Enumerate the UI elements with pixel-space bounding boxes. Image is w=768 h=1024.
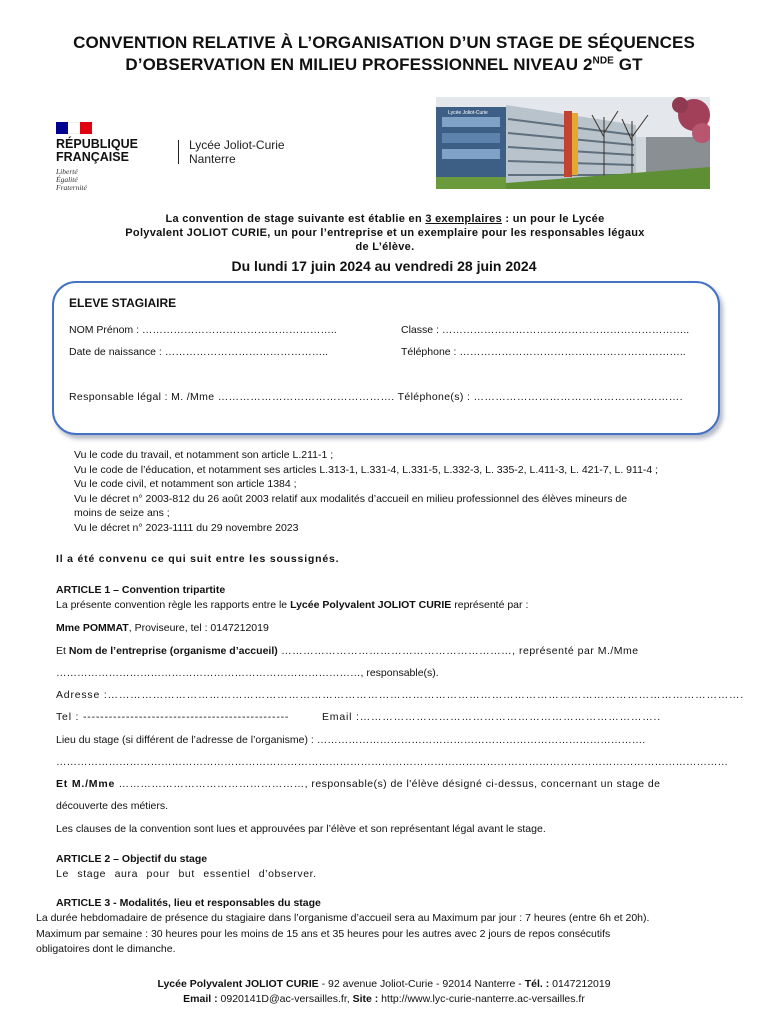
proviseure-line: Mme POMMAT, Proviseure, tel : 0147212019 — [56, 622, 269, 634]
decouverte-line: découverte des métiers. — [56, 800, 169, 812]
lycee-logo: Lycée Joliot-Curie Nanterre — [189, 138, 285, 166]
legal-references — [74, 448, 658, 535]
adresse-field[interactable]: Adresse :……………………………………………………………………………………………………………………………………………………. — [56, 689, 745, 701]
school-building-photo — [436, 97, 710, 189]
list-item: Vu le décret n° 2003-812 du 26 août 2003 relatif aux modalités d’accueil en milieu professionnel des élèves mineurs de — [74, 492, 628, 505]
logo-divider — [178, 140, 179, 164]
marianne-flag-logo — [56, 122, 92, 134]
responsables-field[interactable]: ……………………………………………………………………………, responsable(s). — [56, 667, 439, 679]
republique-francaise-logo: RÉPUBLIQUE FRANÇAISE — [56, 137, 138, 164]
stage-dates: Du lundi 17 juin 2024 au vendredi 28 juin 2024 — [231, 258, 537, 274]
article1-intro: La présente convention règle les rapports entre le Lycée Polyvalent JOLIOT CURIE représenté par : — [56, 599, 529, 611]
list-item: Vu le code du travail, et notamment son article L.211-1 ; — [74, 449, 334, 461]
tel-field[interactable]: Tel : ------------------------------------------------ — [56, 711, 290, 723]
lieu-stage-field[interactable]: Lieu du stage (si différent de l’adresse de l’organisme) : …………………………………………………………………………………. — [56, 734, 646, 746]
lieu-stage-continuation[interactable]: ………………………………………………………………………………………………………………………………………………………………………… — [56, 756, 728, 768]
et-m-mme-field[interactable]: Et M./Mme ……………………………………………, responsable(s) de l'élève désigné ci-dessus, concernant un stage de — [56, 778, 661, 790]
clauses-line: Les clauses de la convention sont lues et approuvées par l’élève et son représentant légal avant le stage. — [56, 823, 546, 835]
article2-title: ARTICLE 2 – Objectif du stage — [56, 853, 208, 865]
devise: Liberté Égalité Fraternité — [56, 167, 87, 192]
nom-prenom-field[interactable]: NOM Prénom : ……………………………………………….. — [69, 324, 337, 336]
date-naissance-field[interactable]: Date de naissance : ……………………………………….. — [69, 346, 329, 358]
entreprise-field[interactable]: Et Nom de l’entreprise (organisme d’accueil) ………………………………………………………, représenté par M./Mme — [56, 645, 639, 657]
list-item: Vu le code civil, et notamment son article 1384 ; — [74, 478, 297, 490]
footer-email-link[interactable]: 0920141D@ac-versailles.fr, — [217, 993, 353, 1005]
list-item: Vu le code de l’éducation, et notamment ses articles L.313-1, L.331-4, L.331-5, L.332-3, L. 335-2, L.411-3, L. 421-7, L. 911-4 ; — [74, 463, 659, 476]
classe-field[interactable]: Classe : …………………………………………………………….. — [401, 324, 690, 336]
eleve-box-title: ELEVE STAGIAIRE — [69, 296, 177, 310]
article2-text: Le stage aura pour but essentiel d’observer. — [56, 868, 317, 880]
footer-contact: Email : 0920141D@ac-versailles.fr, Site : http://www.lyc-curie-nanterre.ac-versailles.fr — [183, 993, 585, 1005]
article1-title: ARTICLE 1 – Convention tripartite — [56, 584, 226, 596]
convenu-statement: Il a été convenu ce qui suit entre les soussignés. — [56, 553, 340, 565]
document-title-line1: CONVENTION RELATIVE À L’ORGANISATION D’UN STAGE DE SÉQUENCES — [73, 33, 695, 52]
list-item: Vu le décret n° 2023-1111 du 29 novembre 2023 — [74, 521, 299, 534]
article3-title: ARTICLE 3 - Modalités, lieu et responsables du stage — [56, 897, 321, 909]
email-field[interactable]: Email :…………………………………………………………………….. — [322, 711, 661, 723]
list-item: moins de seize ans ; — [74, 507, 170, 519]
responsable-legal-field[interactable]: Responsable légal : M. /Mme …………………………………………. Téléphone(s) : …………………………………………………. — [69, 391, 683, 403]
article3-text: La durée hebdomadaire de présence du stagiaire dans l’organisme d’accueil sera au Maximum par jour : 7 heures (entre 6h et 20h). Maximum par semaine : 30 heures pour les moins de 15 ans et 35 heures pour les autres avec 2 jours de repos consécutifs obligatoires dont le dimanche. — [36, 912, 650, 955]
intro-paragraph: La convention de stage suivante est établie en 3 exemplaires : un pour le Lycée Polyvalent JOLIOT CURIE, un pour l’entreprise et un exemplaire pour les responsables légaux de L’élève. — [125, 213, 645, 253]
telephone-field[interactable]: Téléphone : ……………………………………………………….. — [401, 346, 686, 358]
footer-site-link[interactable]: http://www.lyc-curie-nanterre.ac-versailles.fr — [378, 993, 585, 1005]
document-title-line2: D’OBSERVATION EN MILIEU PROFESSIONNEL NIVEAU 2NDE GT — [125, 55, 643, 74]
photo-sign: Lycée Joliot-Curie — [448, 110, 488, 116]
footer-address: Lycée Polyvalent JOLIOT CURIE - 92 avenue Joliot-Curie - 92014 Nanterre - Tél. : 0147212019 — [157, 978, 611, 990]
